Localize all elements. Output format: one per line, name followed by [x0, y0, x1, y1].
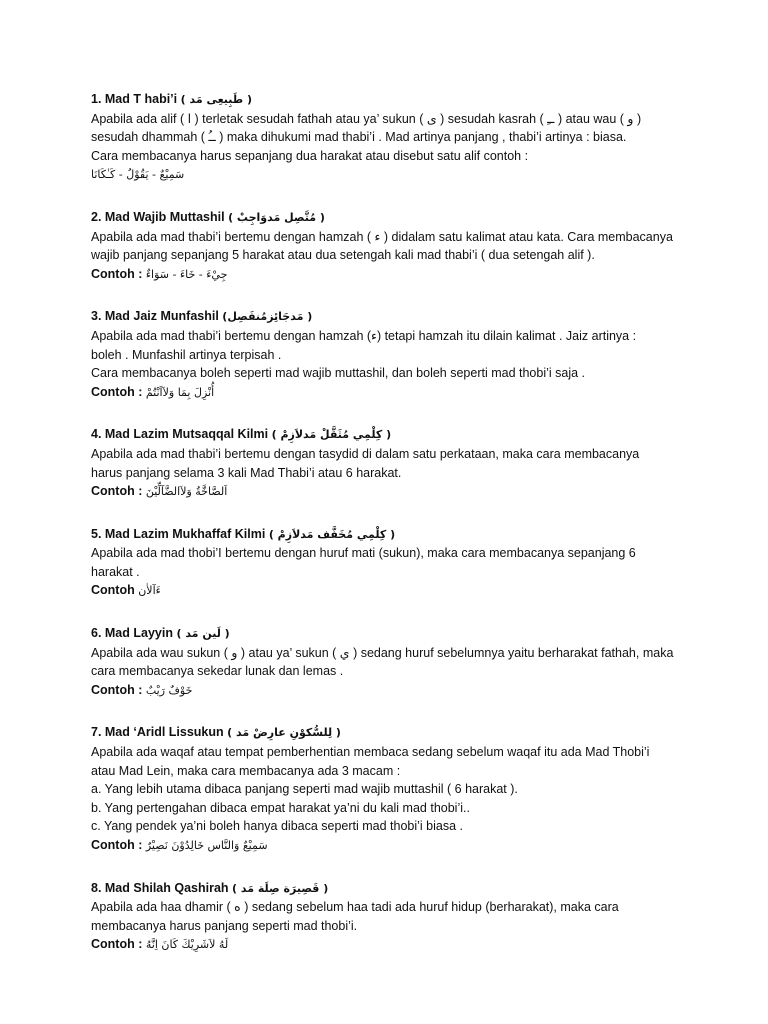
- example-arabic: سَمِيْعٌ وَالنَّاس خَالِدُوْنَ نَصِيْرٌ: [145, 839, 268, 852]
- example-line: [91, 836, 691, 856]
- body-line: c. Yang pendek ya’ni boleh hanya dibaca seperti mad thobi’i biasa .: [91, 819, 464, 834]
- body-line: harus panjang selama 3 kali Mad Thabi’i atau 6 harakat.: [91, 465, 402, 480]
- body-line: sesudah dhammah ( ــُ ) maka dihukumi mad thabi’i . Mad artinya panjang , thabi’i artinya : biasa.: [91, 130, 627, 145]
- example-arabic: ءَآلاٰن: [138, 584, 161, 598]
- heading-arabic: ( كِلْمِي مُثَقَّلْ مَدلاَزِمْ ): [271, 428, 392, 442]
- body-line: Apabila ada mad thabi’i bertemu dengan hamzah ( ء ) didalam satu kalimat atau kata. Cara membacanya: [91, 229, 673, 244]
- example-label: Contoh :: [91, 838, 143, 852]
- example-line: [91, 935, 691, 955]
- section-heading: [91, 723, 691, 743]
- body-line: cara membacanya sekedar lunak dan lemas .: [91, 664, 344, 679]
- example-arabic: خَوْفٌ رَيْبٌ: [145, 683, 193, 697]
- example-line: [91, 265, 691, 285]
- body-line: Cara membacanya boleh seperti mad wajib muttashil, dan boleh seperti mad thobi’i saja .: [91, 366, 586, 381]
- section-heading: [91, 624, 691, 644]
- example-arabic: أُنْزِلَ بِمَا وَلاَاَنْتُمْ: [145, 385, 215, 399]
- example-label: Contoh :: [91, 266, 143, 281]
- heading-title: 2. Mad Wajib Muttashil: [91, 209, 225, 224]
- body-line: Cara membacanya harus sepanjang dua harakat atau disebut satu alif contoh :: [91, 148, 529, 163]
- example-label: Contoh: [91, 583, 135, 598]
- body-line: b. Yang pertengahan dibaca empat harakat ya’ni du kali mad thobi’i..: [91, 800, 470, 815]
- section-heading: [91, 307, 691, 327]
- example-line: [91, 681, 691, 701]
- body-line: wajib panjang sepanjang 5 harakat atau dua setengah kali mad thabi’i ( dua setengah alif ).: [91, 248, 595, 263]
- section-mad-lazim-mukhaffaf-kilmi: [91, 525, 691, 601]
- section-heading: [91, 425, 691, 445]
- body-line: Apabila ada wau sukun ( و ) atau ya’ sukun ( ي ) sedang huruf sebelumnya yaitu berharakat fathah, maka: [91, 645, 674, 660]
- heading-title: 3. Mad Jaiz Munfashil: [91, 309, 219, 324]
- body-line: boleh . Munfashil artinya terpisah .: [91, 347, 282, 362]
- section-mad-layyin: [91, 624, 691, 700]
- section-mad-aridl-lissukun: [91, 723, 691, 855]
- example-label: Contoh :: [91, 484, 143, 499]
- section-mad-jaiz-munfashil: [91, 307, 691, 402]
- heading-title: 1. Mad T habi’i: [91, 92, 178, 106]
- section-mad-lazim-mutsaqqal-kilmi: [91, 425, 691, 501]
- example-line: [91, 581, 691, 601]
- heading-title: 5. Mad Lazim Mukhaffaf Kilmi: [91, 526, 266, 541]
- example-line: [91, 482, 691, 502]
- heading-title: 7. Mad ‘Aridl Lissukun: [91, 725, 224, 740]
- section-heading: [91, 90, 691, 110]
- section-mad-thabii: [91, 90, 691, 185]
- example-arabic: لَهُ لاَشَرِيْكَ كَانَ اِنَّهُ: [145, 938, 229, 952]
- example-label: Contoh :: [91, 682, 143, 697]
- section-mad-wajib-muttashil: [91, 208, 691, 284]
- section-heading: [91, 208, 691, 228]
- section-heading: [91, 525, 691, 545]
- heading-arabic: ( قَصِيرَة صِلَة مَد ): [232, 881, 329, 895]
- example-arabic: سَمِيْعٌ - يَقُوْلُ - كَـٰكَانَا: [91, 168, 185, 182]
- heading-arabic: ( طَبِيعِى مَد ): [180, 93, 252, 106]
- body-line: membacanya harus panjang seperti mad thobi’i.: [91, 918, 358, 933]
- example-label: Contoh :: [91, 937, 143, 952]
- body-line: harakat .: [91, 564, 140, 579]
- body-line: a. Yang lebih utama dibaca panjang seperti mad wajib muttashil ( 6 harakat ).: [91, 782, 518, 797]
- heading-arabic: ( مُتَّصِل مَدوَاجِبْ ): [228, 210, 325, 224]
- heading-arabic: ( كِلْمِي مُخَفَّف مَدلاَزِمْ ): [268, 527, 396, 541]
- heading-title: 4. Mad Lazim Mutsaqqal Kilmi: [91, 427, 269, 442]
- body-line: Apabila ada mad thabi’i bertemu dengan tasydid di dalam satu perkataan, maka cara membacanya: [91, 446, 640, 461]
- heading-title: 6. Mad Layyin: [91, 626, 173, 641]
- example-line: [91, 383, 691, 403]
- section-heading: [91, 879, 691, 899]
- example-arabic: جِيْءَ - خَاءَ - سَوَاءٌ: [145, 267, 228, 281]
- body-line: Apabila ada alif ( ا ) terletak sesudah fathah atau ya’ sukun ( ى ) sesudah kasrah ( ــِ ) atau wau ( و ): [91, 111, 642, 126]
- heading-title: 8. Mad Shilah Qashirah: [91, 880, 229, 895]
- body-line: Apabila ada haa dhamir ( ه ) sedang sebelum haa tadi ada huruf hidup (berharakat), maka cara: [91, 900, 619, 915]
- example-line: [91, 165, 691, 185]
- body-line: Apabila ada mad thabi’i bertemu dengan hamzah (ء) tetapi hamzah itu dilain kalimat . Jaiz artinya :: [91, 328, 637, 343]
- section-mad-shilah-qashirah: [91, 879, 691, 955]
- example-arabic: اَلصَّاخَّةُ وَلاَالضَّآلِّيْنَ: [145, 485, 228, 499]
- example-label: Contoh :: [91, 384, 143, 399]
- body-line: Apabila ada mad thobi’I bertemu dengan huruf mati (sukun), maka cara membacanya sepanjang 6: [91, 546, 636, 561]
- heading-arabic: ( لِلسُّكوْنِ عارِضْ مَد ): [227, 726, 341, 740]
- body-line: atau Mad Lein, maka cara membacanya ada 3 macam :: [91, 763, 401, 778]
- heading-arabic: ( مَدجَائِزمُنفَصِل): [222, 310, 313, 324]
- heading-arabic: ( لَين مَد ): [176, 627, 230, 641]
- document-body: [91, 90, 691, 978]
- body-line: Apabila ada waqaf atau tempat pemberhentian membaca sedang sebelum waqaf itu ada Mad Thobi’i: [91, 745, 650, 760]
